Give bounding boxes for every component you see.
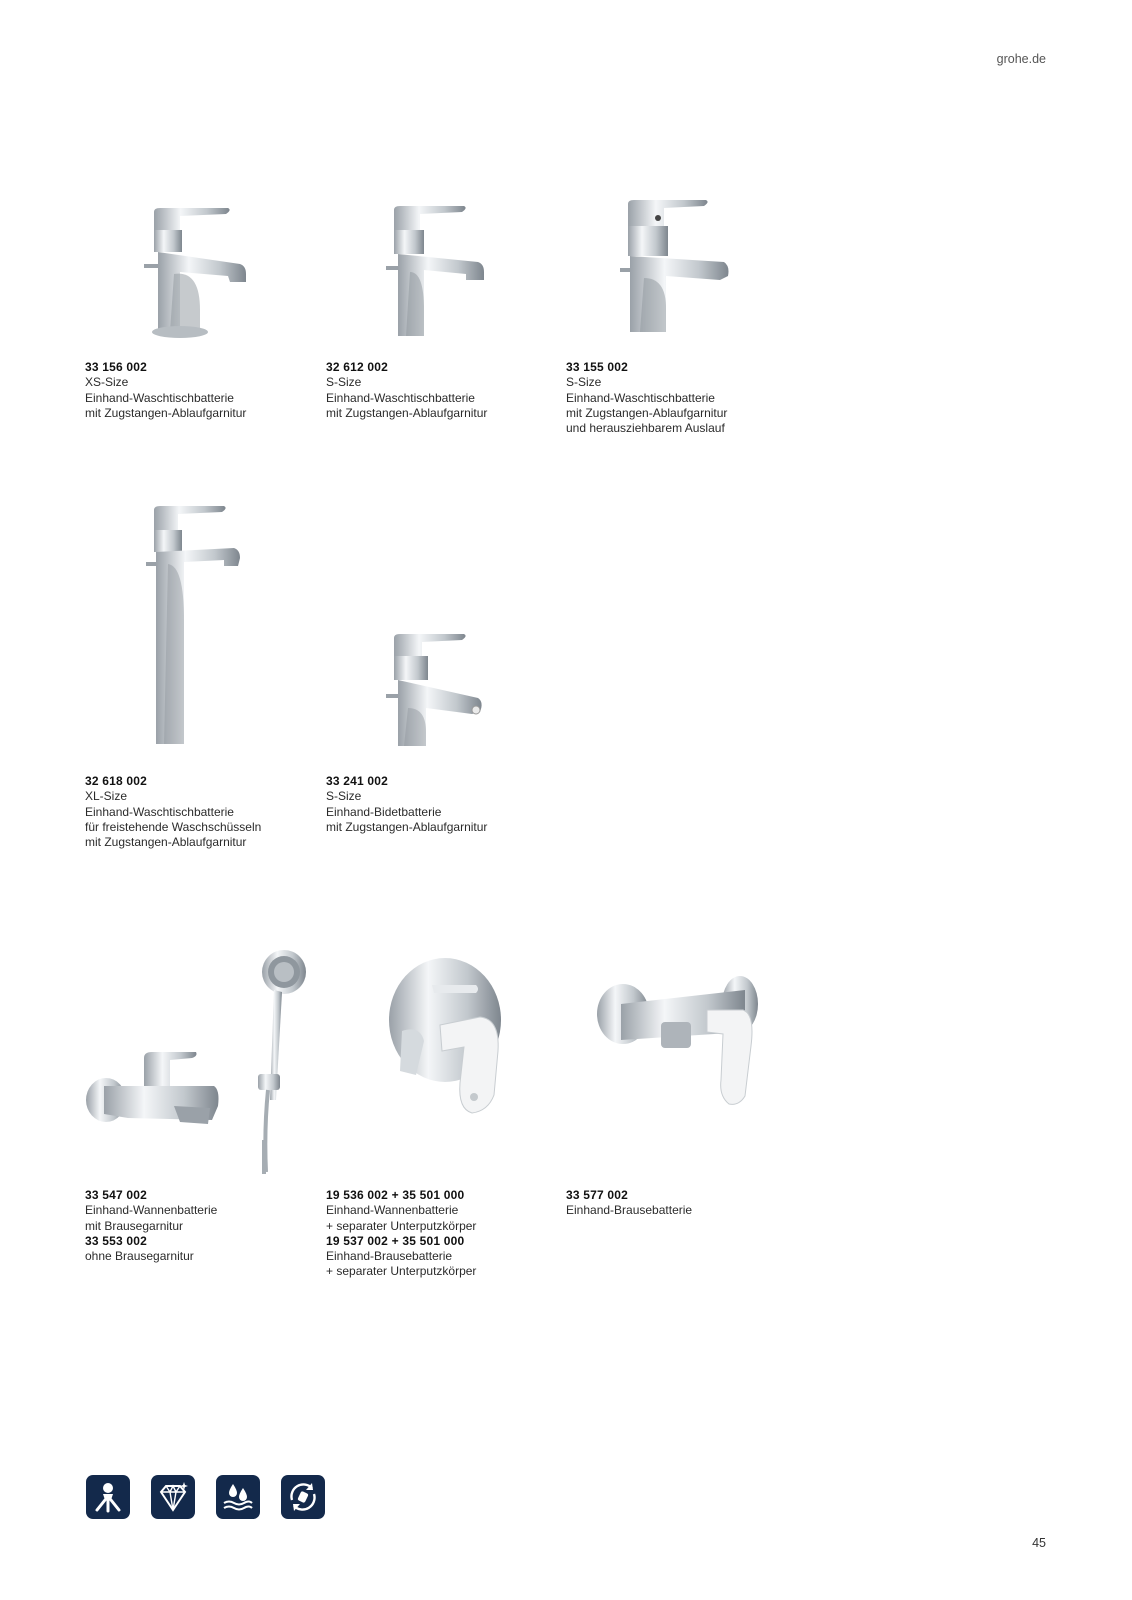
product-description: Einhand-Brausebatterie [326,1249,453,1264]
product-code: 33 241 002 [326,774,389,788]
product-description: Einhand-Waschtischbatterie [566,390,715,405]
page-number: 45 [1032,1536,1046,1550]
product-description: und herausziehbarem Auslauf [566,421,725,436]
shower-mixer-image [595,970,765,1110]
product-description: XL-Size [85,789,128,804]
diamond-icon [151,1475,195,1519]
feature-icons [86,1475,325,1519]
product-description: für freistehende Waschschüsseln [85,819,262,834]
water-flow-icon [86,1475,130,1519]
product-caption [566,360,727,436]
faucet-xl-image [140,500,260,750]
product-code: 19 537 002 + 35 501 000 [326,1233,465,1248]
product-caption [326,774,487,835]
product-caption [85,774,261,850]
product-description: + separater Unterputzkörper [326,1264,477,1279]
product-description: Einhand-Waschtischbatterie [85,804,234,819]
product-description: mit Zugstangen-Ablaufgarnitur [326,819,488,834]
bath-mixer-image [84,1050,234,1145]
product-code: 33 547 002 [85,1188,148,1202]
bidet-faucet-image [380,628,500,753]
product-description: Einhand-Brausebatterie [566,1203,693,1218]
product-description: mit Zugstangen-Ablaufgarnitur [566,405,728,420]
product-code: 32 612 002 [326,360,389,374]
product-description: Einhand-Wannenbatterie [326,1203,459,1218]
faucet-s-image [380,200,500,345]
product-description: S-Size [566,375,602,390]
hand-shower-image [240,950,320,1175]
product-description: S-Size [326,375,362,390]
product-description: Einhand-Bidetbatterie [326,804,442,819]
product-code: 33 155 002 [566,360,629,374]
product-description: ohne Brausegarnitur [85,1249,194,1264]
product-code: 19 536 002 + 35 501 000 [326,1188,465,1202]
rotating-spout-icon [281,1475,325,1519]
product-caption [566,1188,692,1219]
product-caption [85,360,246,421]
product-caption [326,1188,476,1280]
product-caption [326,360,487,421]
product-description: mit Zugstangen-Ablaufgarnitur [85,405,247,420]
site-url: grohe.de [996,52,1046,66]
faucet-xs-image [140,200,260,345]
product-description: Einhand-Waschtischbatterie [85,390,234,405]
product-description: S-Size [326,789,362,804]
water-saving-icon [216,1475,260,1519]
product-description: XS-Size [85,375,129,390]
product-description: Einhand-Waschtischbatterie [326,390,475,405]
product-description: + separater Unterputzkörper [326,1218,477,1233]
product-description: mit Zugstangen-Ablaufgarnitur [326,405,488,420]
product-code: 33 577 002 [566,1188,629,1202]
product-description: Einhand-Wannenbatterie [85,1203,218,1218]
product-code: 32 618 002 [85,774,148,788]
concealed-mixer-image [380,955,520,1125]
product-description: mit Brausegarnitur [85,1218,184,1233]
product-caption [85,1188,217,1264]
product-description: mit Zugstangen-Ablaufgarnitur [85,835,247,850]
faucet-pullout-image [620,196,750,346]
product-code: 33 156 002 [85,360,148,374]
product-code: 33 553 002 [85,1233,148,1248]
